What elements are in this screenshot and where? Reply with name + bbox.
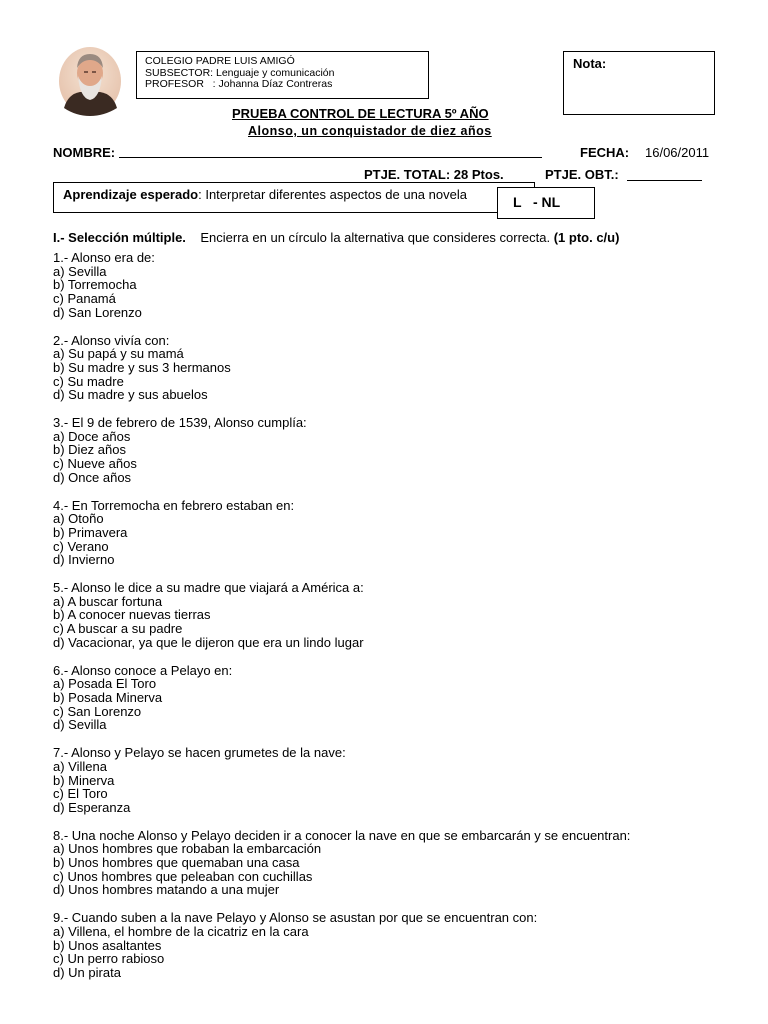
answer-option[interactable]: b) Diez años [53, 442, 126, 458]
question-6 [53, 664, 753, 733]
learning-objective-label: Aprendizaje esperado [63, 187, 199, 202]
section-instruction: Encierra en un círculo la alternativa que consideres correcta. [185, 230, 554, 245]
answer-option[interactable]: c) El Toro [53, 786, 108, 802]
answer-option[interactable]: a) Villena [53, 758, 107, 774]
answer-option[interactable]: a) Doce años [53, 428, 131, 444]
section-title: I.- Selección múltiple. [53, 230, 186, 245]
section-heading [53, 230, 619, 245]
question-2 [53, 334, 753, 403]
question-prompt: 1.- Alonso era de: [53, 250, 155, 265]
learning-objective-box [53, 182, 535, 213]
answer-option[interactable]: d) Invierno [53, 552, 115, 568]
question-prompt: 6.- Alonso conoce a Pelayo en: [53, 662, 233, 678]
obtained-points-field[interactable] [627, 180, 702, 181]
question-list [53, 251, 753, 994]
question-8 [53, 829, 753, 898]
answer-option[interactable]: c) San Lorenzo [53, 703, 142, 719]
question-prompt: 2.- Alonso vivía con: [53, 332, 170, 348]
answer-option[interactable]: a) Unos hombres que robaban la embarcación [53, 841, 322, 857]
answer-option[interactable]: a) A buscar fortuna [53, 593, 163, 609]
founder-portrait [58, 46, 122, 116]
answer-option[interactable]: a) Sevilla [53, 263, 107, 279]
answer-option[interactable]: b) Posada Minerva [53, 689, 163, 705]
answer-option[interactable]: b) Torremocha [53, 277, 137, 293]
fecha-value: 16/06/2011 [645, 145, 710, 160]
achievement-box[interactable]: L - NL [497, 187, 595, 219]
question-prompt: 4.- En Torremocha en febrero estaban en: [53, 497, 295, 513]
answer-option[interactable]: c) Unos hombres que peleaban con cuchillas [53, 868, 313, 884]
question-prompt: 9.- Cuando suben a la nave Pelayo y Alonso se asustan por que se encuentran con: [53, 910, 538, 926]
question-5 [53, 581, 753, 650]
answer-option[interactable]: d) Unos hombres matando a una mujer [53, 882, 280, 898]
profesor: PROFESOR : Johanna Díaz Contreras [145, 78, 333, 90]
question-prompt: 8.- Una noche Alonso y Pelayo deciden ir a conocer la nave en que se embarcarán y se encuentran: [53, 827, 631, 843]
school-name: COLEGIO PADRE LUIS AMIGÓ [145, 55, 295, 67]
school-info-box [136, 51, 429, 99]
question-prompt: 5.- Alonso le dice a su madre que viajará a América a: [53, 580, 364, 596]
answer-option[interactable]: d) Once años [53, 469, 132, 485]
section-points: (1 pto. c/u) [553, 230, 620, 245]
book-title: Alonso, un conquistador de diez años [248, 124, 492, 138]
answer-option[interactable]: b) A conocer nuevas tierras [53, 607, 211, 623]
answer-option[interactable]: a) Su papá y su mamá [53, 346, 184, 362]
nota-label: Nota: [573, 56, 607, 71]
answer-option[interactable]: b) Su madre y sus 3 hermanos [53, 359, 231, 375]
answer-option[interactable]: b) Minerva [53, 772, 115, 788]
answer-option[interactable]: a) Villena, el hombre de la cicatriz en la cara [53, 923, 309, 939]
grade-box[interactable] [563, 51, 715, 115]
answer-option[interactable]: c) Un perro rabioso [53, 951, 165, 967]
question-prompt: 7.- Alonso y Pelayo se hacen grumetes de la nave: [53, 745, 346, 761]
fecha-label: FECHA: [580, 145, 630, 160]
answer-option[interactable]: c) Verano [53, 538, 109, 554]
learning-objective-text: : Interpretar diferentes aspectos de una novela [198, 187, 467, 202]
answer-option[interactable]: c) A buscar a su padre [53, 621, 183, 637]
answer-option[interactable]: d) Vacacionar, ya que le dijeron que era un lindo lugar [53, 634, 364, 650]
answer-option[interactable]: c) Nueve años [53, 456, 137, 472]
nombre-label: NOMBRE: [53, 145, 116, 160]
answer-option[interactable]: b) Unos asaltantes [53, 937, 162, 953]
answer-option[interactable]: a) Posada El Toro [53, 676, 157, 692]
answer-option[interactable]: a) Otoño [53, 511, 104, 527]
question-4 [53, 499, 753, 568]
question-7 [53, 746, 753, 815]
question-9 [53, 911, 753, 980]
answer-option[interactable]: d) Sevilla [53, 717, 107, 733]
answer-option[interactable]: d) Su madre y sus abuelos [53, 387, 208, 403]
total-points: PTJE. TOTAL: 28 Ptos. [364, 167, 504, 182]
test-title: PRUEBA CONTROL DE LECTURA 5º AÑO [232, 106, 489, 121]
answer-option[interactable]: b) Unos hombres que quemaban una casa [53, 855, 300, 871]
answer-option[interactable]: d) Un pirata [53, 964, 121, 980]
answer-option[interactable]: d) San Lorenzo [53, 304, 142, 320]
answer-option[interactable]: d) Esperanza [53, 799, 131, 815]
answer-option[interactable]: c) Panamá [53, 291, 116, 307]
nombre-field[interactable] [119, 157, 542, 158]
question-3 [53, 416, 753, 485]
subsector: SUBSECTOR: Lenguaje y comunicación [145, 66, 335, 79]
question-1 [53, 251, 753, 320]
question-prompt: 3.- El 9 de febrero de 1539, Alonso cumplía: [53, 415, 307, 431]
obtained-points-label: PTJE. OBT.: [545, 167, 619, 182]
answer-option[interactable]: b) Primavera [53, 524, 128, 540]
answer-option[interactable]: c) Su madre [53, 373, 124, 389]
